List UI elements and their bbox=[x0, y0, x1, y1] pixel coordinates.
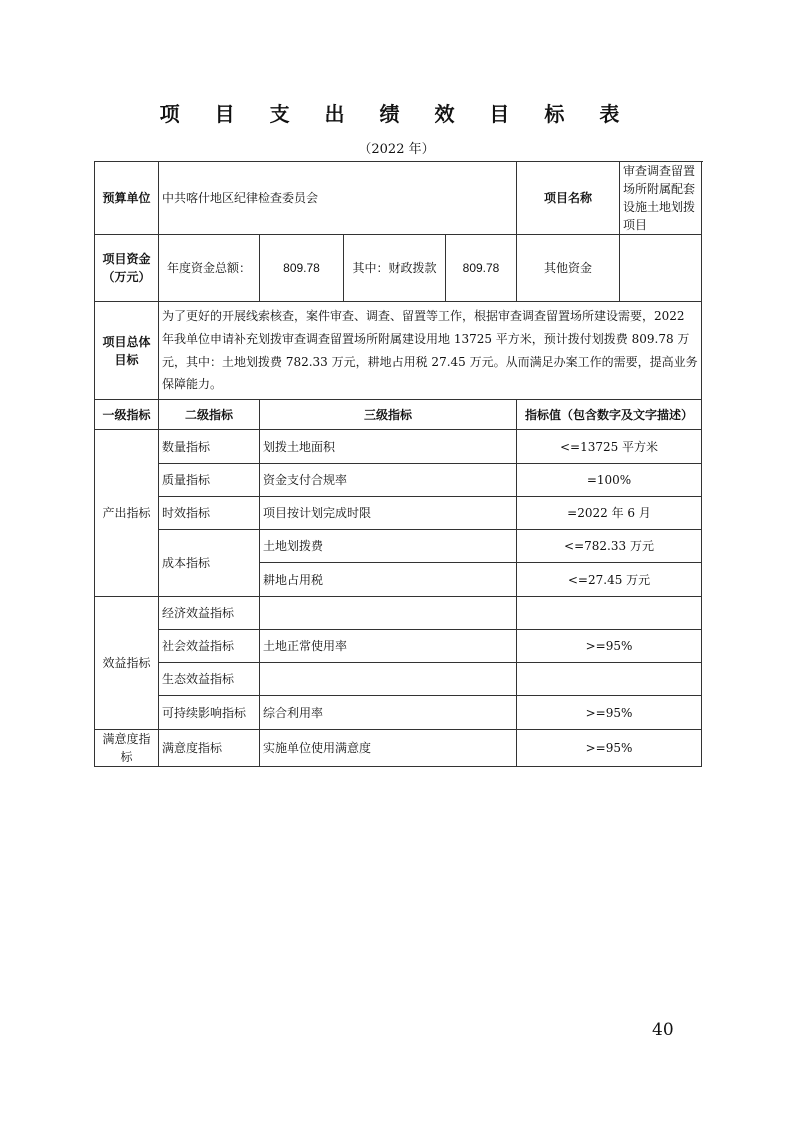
value-cell bbox=[517, 597, 702, 630]
other-funds-label: 其他资金 bbox=[517, 235, 620, 302]
level3-header: 三级指标 bbox=[260, 400, 517, 430]
column-header-row bbox=[95, 400, 702, 430]
level2-cell: 经济效益指标 bbox=[159, 597, 260, 630]
page-number: 40 bbox=[652, 1020, 674, 1040]
goal-label: 项目总体目标 bbox=[95, 302, 159, 400]
level3-cell: 划拨土地面积 bbox=[260, 430, 517, 464]
performance-target-table bbox=[94, 161, 702, 767]
level3-cell: 土地划拨费 bbox=[260, 530, 517, 563]
table-row bbox=[95, 663, 702, 696]
level2-cell: 质量指标 bbox=[159, 464, 260, 497]
level3-cell: 项目按计划完成时限 bbox=[260, 497, 517, 530]
level3-cell: 综合利用率 bbox=[260, 696, 517, 730]
table-row bbox=[95, 630, 702, 663]
table-row bbox=[95, 597, 702, 630]
value-cell: >=95% bbox=[517, 630, 702, 663]
goal-text: 为了更好的开展线索核查，案件审查、调查、留置等工作，根据审查调查留置场所建设需要，2022 年我单位申请补充划拨审查调查留置场所附属建设用地 13725 平方米，预计拨付划拨费 809.78 万元，其中：土地划拨费 782.33 万元，耕地占用税 27.45 万元。从而满足办案工作的需要，提高业务保障能力。 bbox=[159, 302, 702, 400]
goal-row bbox=[95, 302, 702, 400]
value-cell: =2022 年 6 月 bbox=[517, 497, 702, 530]
level3-cell: 实施单位使用满意度 bbox=[260, 730, 517, 767]
level1-cell: 效益指标 bbox=[95, 597, 159, 730]
level2-header: 二级指标 bbox=[159, 400, 260, 430]
table-row bbox=[95, 497, 702, 530]
value-cell: <=27.45 万元 bbox=[517, 563, 702, 597]
fiscal-appropriation-label: 其中：财政拨款 bbox=[344, 235, 446, 302]
table-row bbox=[95, 696, 702, 730]
level2-cell: 满意度指标 bbox=[159, 730, 260, 767]
annual-total-value: 809.78 bbox=[260, 235, 344, 302]
value-cell: >=95% bbox=[517, 696, 702, 730]
level2-cell: 生态效益指标 bbox=[159, 663, 260, 696]
level3-cell: 土地正常使用率 bbox=[260, 630, 517, 663]
value-cell: >=95% bbox=[517, 730, 702, 767]
level3-cell: 耕地占用税 bbox=[260, 563, 517, 597]
fiscal-year: （2022 年） bbox=[358, 142, 435, 157]
level2-cell: 时效指标 bbox=[159, 497, 260, 530]
level3-cell: 资金支付合规率 bbox=[260, 464, 517, 497]
level2-cell: 数量指标 bbox=[159, 430, 260, 464]
level1-cell: 产出指标 bbox=[95, 430, 159, 597]
page-title: 项 目 支 出 绩 效 目 标 表 bbox=[159, 102, 634, 126]
project-name-label: 项目名称 bbox=[517, 162, 620, 235]
level2-cell: 成本指标 bbox=[159, 530, 260, 597]
project-name-value: 审查调查留置场所附属配套设施土地划拨项目 bbox=[620, 162, 702, 235]
table-row bbox=[95, 530, 702, 563]
value-cell: =100% bbox=[517, 464, 702, 497]
value-header: 指标值（包含数字及文字描述） bbox=[517, 400, 702, 430]
funds-row bbox=[95, 235, 702, 302]
level2-cell: 可持续影响指标 bbox=[159, 696, 260, 730]
funds-label: 项目资金（万元） bbox=[95, 235, 159, 302]
value-cell: <=782.33 万元 bbox=[517, 530, 702, 563]
budget-unit-row bbox=[95, 162, 702, 235]
table-row bbox=[95, 464, 702, 497]
level2-cell: 社会效益指标 bbox=[159, 630, 260, 663]
budget-unit-value: 中共喀什地区纪律检查委员会 bbox=[159, 162, 517, 235]
value-cell bbox=[517, 663, 702, 696]
table-row bbox=[95, 430, 702, 464]
level1-header: 一级指标 bbox=[95, 400, 159, 430]
table-row bbox=[95, 730, 702, 767]
level3-cell bbox=[260, 663, 517, 696]
level1-cell: 满意度指标 bbox=[95, 730, 159, 767]
value-cell: <=13725 平方米 bbox=[517, 430, 702, 464]
budget-unit-label: 预算单位 bbox=[95, 162, 159, 235]
other-funds-value bbox=[620, 235, 702, 302]
level3-cell bbox=[260, 597, 517, 630]
annual-total-label: 年度资金总额： bbox=[159, 235, 260, 302]
fiscal-appropriation-value: 809.78 bbox=[446, 235, 517, 302]
